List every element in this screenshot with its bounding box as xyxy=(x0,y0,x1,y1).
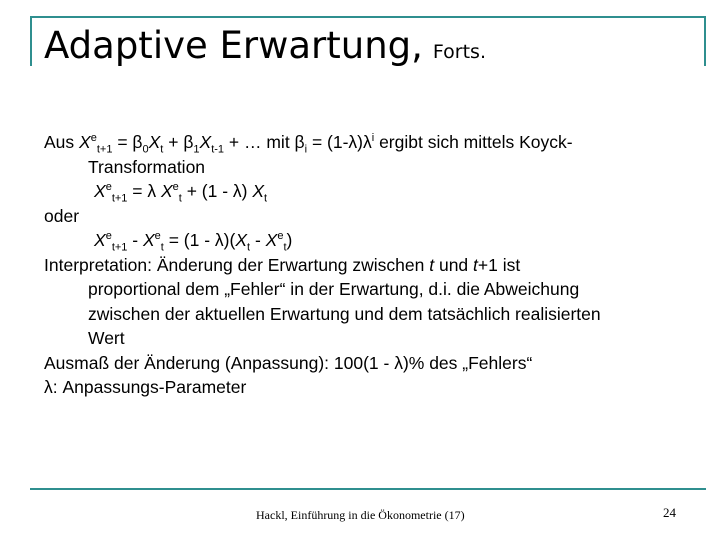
line-1: Aus $X^e_{t+1} = \beta_0X_t + \beta_1X_{t-1}$ + … mit $\beta_i = (1-\lambda)\lambda^i$ ergibt sich mittels Koyck- xyxy=(44,132,573,156)
title-suffix: Forts. xyxy=(432,41,486,63)
line-interpretation: Interpretation: Änderung der Erwartung zwischen t und t+1 ist xyxy=(44,254,521,275)
line-ausmass: Ausmaß der Änderung (Anpassung): 100(1 - λ)% des „Fehlers“ xyxy=(44,352,533,373)
formula-2: $X^e_{t+1} - X^e_t = (1 - \lambda)(X_t - X^e_t)$ xyxy=(94,230,293,254)
title-main: Adaptive Erwartung, xyxy=(44,24,423,67)
slide-title xyxy=(44,24,486,74)
formula-1: $X^e_{t+1} = \lambda$ $X^e_t + (1 - \lambda)$ $X_t$ xyxy=(94,181,268,205)
page-number: 24 xyxy=(663,505,676,520)
line-parameter: λ: Anpassungs-Parameter xyxy=(44,377,247,397)
slide-body xyxy=(44,130,694,400)
footer-rule xyxy=(30,488,706,490)
line-8: zwischen der aktuellen Erwartung und dem tatsächlich realisierten xyxy=(88,303,601,324)
title-right-rule xyxy=(704,16,706,66)
line-7: proportional dem „Fehler“ in der Erwartung, d.i. die Abweichung xyxy=(88,279,580,299)
line-9: Wert xyxy=(88,328,125,348)
line-oder: oder xyxy=(44,205,80,226)
title-top-rule xyxy=(30,16,706,18)
title-left-rule xyxy=(30,16,32,66)
footer-text: Hackl, Einführung in die Ökonometrie (17) xyxy=(256,508,465,522)
line-2: Transformation xyxy=(88,156,206,177)
